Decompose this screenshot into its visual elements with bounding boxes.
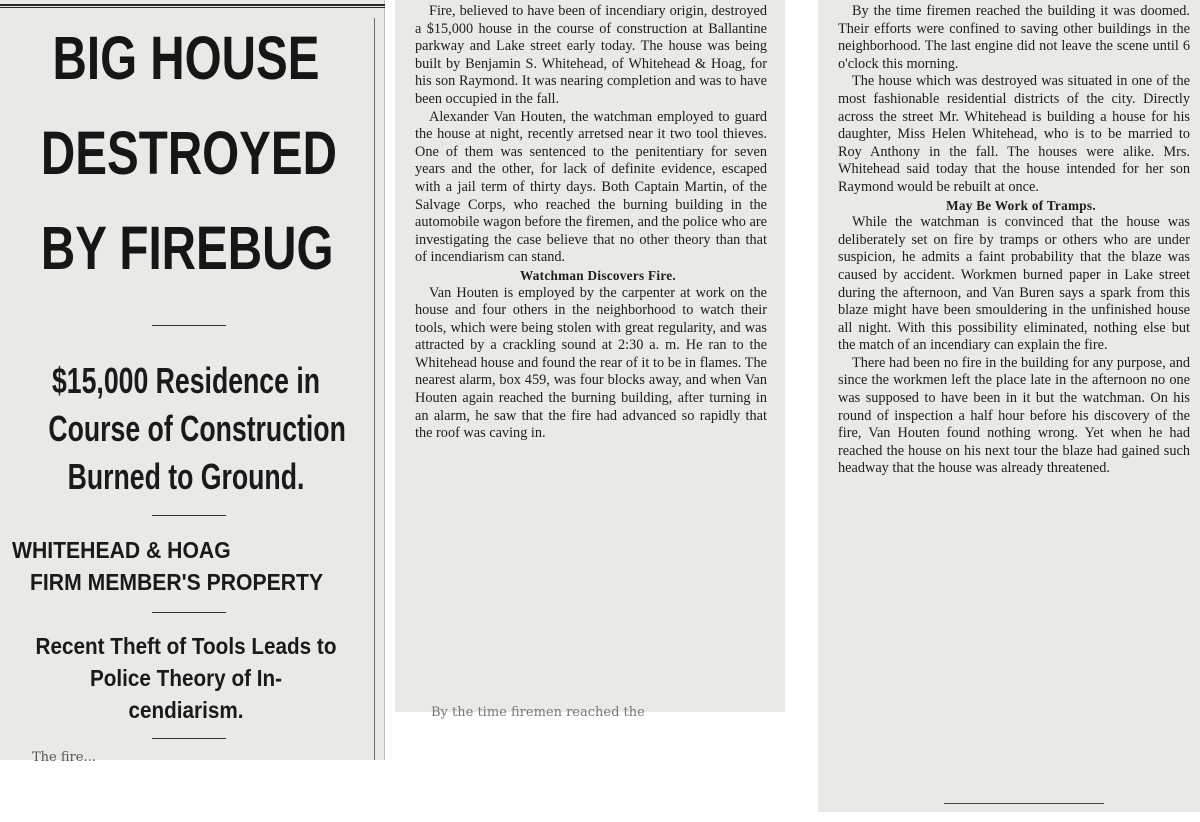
paragraph: While the watchman is convinced that the house was deliberately set on fire by tramps or others who are under suspicion, he admits a faint probability that the blaze was caused by accident. Workmen burned paper in Lake street during the afternoon, and Van Buren says a spark from this blaze might have been smouldering in the unfinished house all night. With this possibility eliminated, nothing else but the match of an incendiary can explain the fire. (838, 214, 1190, 354)
deck-2-line-2: FIRM MEMBER'S PROPERTY (30, 569, 324, 595)
divider-rule (152, 325, 226, 326)
paragraph: The house which was destroyed was situated in one of the most fashionable residential districts of the city. Directly across the street Mr. Whitehead is building a house for his daughter, Miss Helen Whitehead, who is to be married to Roy Anthony in the fall. The houses were alike. Mrs. Whitehead said today that the house intended for her son Raymond would be rebuilt at once. (838, 73, 1190, 195)
paragraph: Fire, believed to have been of incendiary origin, destroyed a $15,000 house in the course of construction at Ballantine parkway and Lake street early today. The house was being built by Benjamin S. Whitehead, of Whitehead & Hoag, for his son Raymond. It was nearing completion and was to have been occupied in the fall. (415, 3, 767, 107)
subheading: May Be Work of Tramps. (946, 197, 1096, 213)
deck-2-line-1: WHITEHEAD & HOAG (12, 537, 231, 563)
article-body (415, 3, 767, 443)
divider-rule (152, 738, 226, 739)
paragraph: By the time firemen reached the building it was doomed. Their efforts were confined to saving other buildings in the neighborhood. The last engine did not leave the scene until 6 o'clock this morning. (838, 3, 1190, 72)
column-rule (374, 18, 375, 760)
paragraph: Alexander Van Houten, the watchman employed to guard the house at night, recently arretsed near it two tool thieves. One of them was sentenced to the penitentiary for seven years and the other, for lack of definite evidence, escaped with a jail term of thirty days. Both Captain Martin, of the Salvage Corps, who reached the burning building in the automobile wagon before the firemen, and the police who are investigating the case believe that no other theory than that of incendiarism can stand. (415, 108, 767, 266)
headline-line-2: DESTROYED (40, 119, 338, 187)
article-column-3 (818, 0, 1200, 812)
article-column-2 (395, 0, 785, 720)
deck-3-line-2: Police Theory of In- (89, 665, 283, 691)
cut-off-text: The fire... (32, 750, 96, 765)
end-rule (944, 803, 1104, 804)
deck-3-line-3: cendiarism. (128, 697, 244, 723)
headline-line-3: BY FIREBUG (40, 214, 334, 282)
subheading: Watchman Discovers Fire. (519, 267, 677, 283)
article-body (838, 3, 1190, 478)
top-rule (0, 4, 385, 8)
cut-off-text: By the time firemen reached the (431, 705, 645, 720)
deck-1-line-3: Burned to Ground. (67, 456, 305, 497)
divider-rule (152, 612, 226, 613)
paragraph: There had been no fire in the building for any purpose, and since the workmen left the place late in the afternoon no one was supposed to have been in it but the watchman. On his round of inspection a half hour before his discovery of the fire, Van Houten found nothing wrong. Yet when he had reached the house on his next tour the blaze had gained such headway that the house was already threatened. (838, 354, 1190, 477)
deck-3-line-1: Recent Theft of Tools Leads to (35, 633, 337, 659)
deck-1-line-1: $15,000 Residence in (51, 360, 321, 401)
paragraph: Van Houten is employed by the carpenter at work on the house and four others in the neighborhood to watch their tools, which were being stolen with great regularity, and was attracted by a crackling sound at 2:30 a. m. He ran to the Whitehead house and found the rear of it to be in flames. The nearest alarm, box 459, was four blocks away, and when Van Houten again reached the burning building, after turning in an alarm, he saw that the fire had advanced so rapidly that the roof was caving in. (415, 284, 767, 442)
divider-rule (152, 515, 226, 516)
headline-line-1: BIG HOUSE (52, 24, 320, 92)
deck-1-line-2: Course of Construction (48, 408, 346, 449)
headline-clipping (0, 0, 385, 765)
